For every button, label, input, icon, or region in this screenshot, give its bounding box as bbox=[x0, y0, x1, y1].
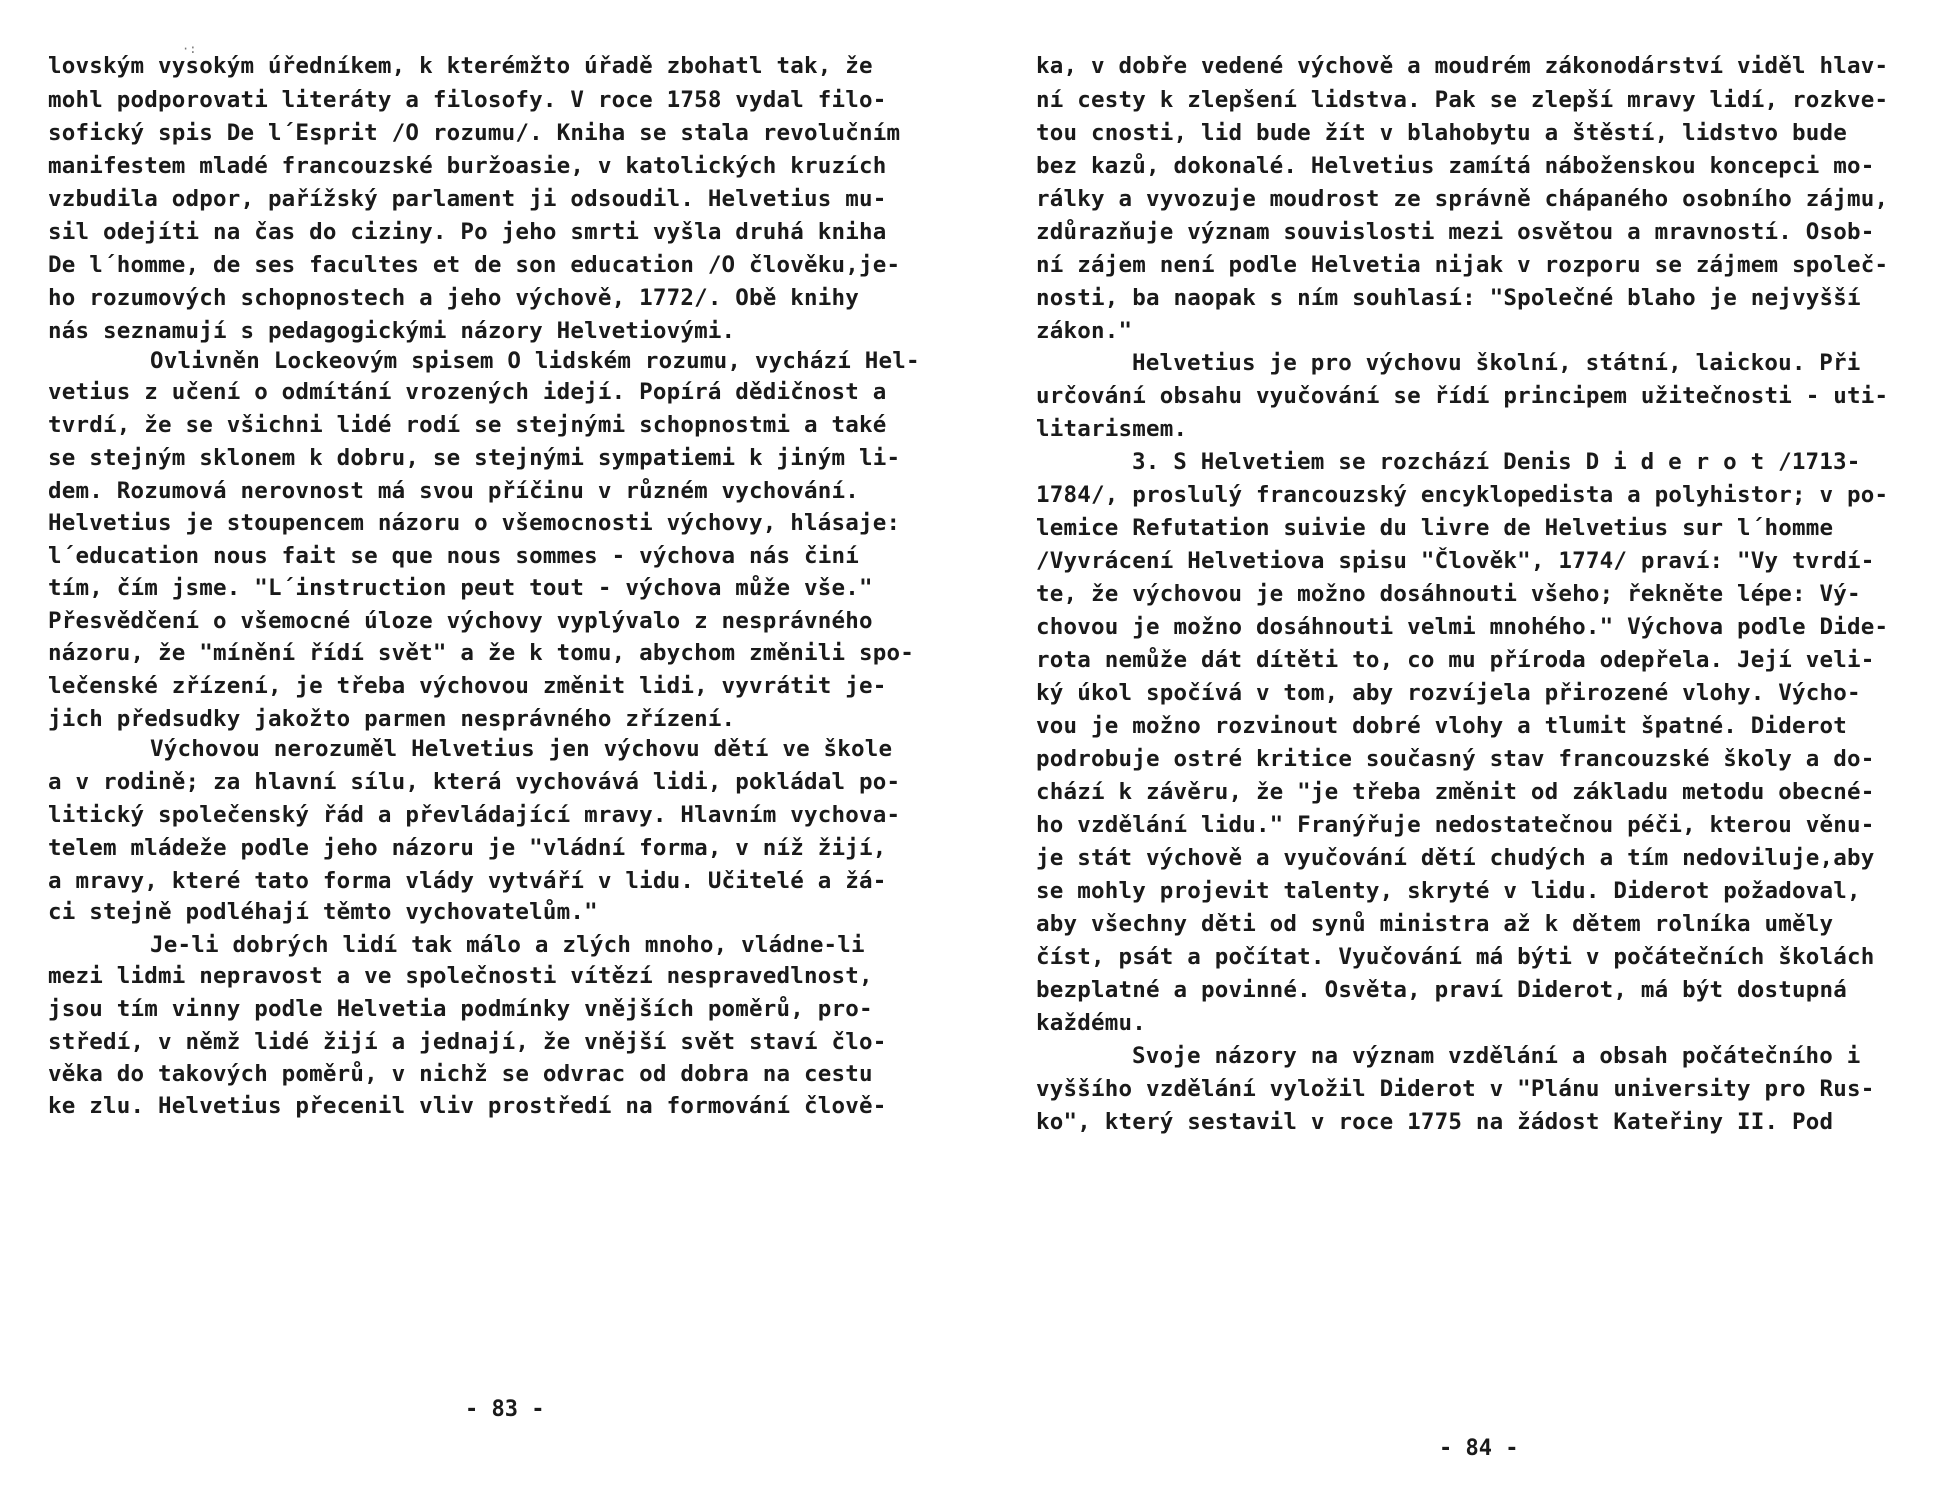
text-line: lečenské zřízení, je třeba výchovou změnit lidi, vyvrátit je- bbox=[48, 673, 887, 699]
text-line: ko", který sestavil v roce 1775 na žádost Kateřiny II. Pod bbox=[1036, 1109, 1834, 1135]
text-line: vetius z učení o odmítání vrozených idejí. Popírá dědičnost a bbox=[48, 379, 887, 405]
text-line: středí, v němž lidé žijí a jednají, že vnější svět staví člo- bbox=[48, 1029, 887, 1055]
text-line: určování obsahu vyučování se řídí principem užitečnosti - uti- bbox=[1036, 383, 1889, 409]
scan-speck: ·: bbox=[182, 42, 197, 56]
text-line: ho rozumových schopnostech a jeho výchově, 1772/. Obě knihy bbox=[48, 285, 860, 311]
text-line: /Vyvrácení Helvetiova spisu "Člověk", 1774/ praví: "Vy tvrdí- bbox=[1036, 548, 1875, 574]
text-line: tvrdí, že se všichni lidé rodí se stejnými schopnostmi a také bbox=[48, 412, 887, 438]
text-line: číst, psát a počítat. Vyučování má býti v počátečních školách bbox=[1036, 944, 1875, 970]
text-line: se stejným sklonem k dobru, se stejnými sympatiemi k jiným li- bbox=[48, 445, 901, 471]
paragraph-first-line: Je-li dobrých lidí tak málo a zlých mnoho, vládne-li bbox=[150, 932, 865, 958]
text-line: každému. bbox=[1036, 1010, 1146, 1036]
text-line: ka, v dobře vedené výchově a moudrém zákonodárství viděl hlav- bbox=[1036, 53, 1889, 79]
text-line: nosti, ba naopak s ním souhlasí: "Společné blaho je nejvyšší bbox=[1036, 285, 1861, 311]
text-line: zdůrazňuje význam souvislosti mezi osvětou a mravností. Osob- bbox=[1036, 219, 1875, 245]
text-line: názoru, že "mínění řídí svět" a že k tomu, abychom změnili spo- bbox=[48, 640, 915, 666]
text-line: telem mládeže podle jeho názoru je "vládní forma, v níž žijí, bbox=[48, 835, 887, 861]
text-line: vyššího vzdělání vyložil Diderot v "Plánu university pro Rus- bbox=[1036, 1076, 1875, 1102]
text-line: litarismem. bbox=[1036, 416, 1188, 442]
text-line: ci stejně podléhají těmto vychovatelům." bbox=[48, 899, 598, 925]
text-line: sil odejíti na čas do ciziny. Po jeho smrti vyšla druhá kniha bbox=[48, 219, 887, 245]
page-number: - 83 - bbox=[465, 1397, 545, 1422]
paragraph-first-line: Svoje názory na význam vzdělání a obsah počátečního i bbox=[1132, 1043, 1861, 1069]
text-line: dem. Rozumová nerovnost má svou příčinu v různém vychování. bbox=[48, 478, 860, 504]
text-line: tou cnosti, lid bude žít v blahobytu a štěstí, lidstvo bude bbox=[1036, 120, 1848, 146]
text-line: chází k závěru, že "je třeba změnit od základu metodu obecné- bbox=[1036, 779, 1875, 805]
text-line: 1784/, proslulý francouzský encyklopedista a polyhistor; v po- bbox=[1036, 482, 1889, 508]
text-line: ke zlu. Helvetius přecenil vliv prostředí na formování člově- bbox=[48, 1093, 887, 1119]
text-line: chovou je možno dosáhnouti velmi mnohého." Výchova podle Dide- bbox=[1036, 614, 1889, 640]
text-line: manifestem mladé francouzské buržoasie, v katolických kruzích bbox=[48, 153, 887, 179]
text-line: vou je možno rozvinout dobré vlohy a tlumit špatné. Diderot bbox=[1036, 713, 1848, 739]
text-line: nás seznamují s pedagogickými názory Helvetiovými. bbox=[48, 318, 736, 344]
text-line: mezi lidmi nepravost a ve společnosti vítězí nespravedlnost, bbox=[48, 963, 873, 989]
paragraph-first-line: 3. S Helvetiem se rozchází Denis D i d e r o t /1713- bbox=[1132, 449, 1861, 475]
text-line: Přesvědčení o všemocné úloze výchovy vyplývalo z nesprávného bbox=[48, 608, 873, 634]
text-line: vzbudila odpor, pařížský parlament ji odsoudil. Helvetius mu- bbox=[48, 186, 887, 212]
text-line: jich předsudky jakožto parmen nesprávného zřízení. bbox=[48, 706, 736, 732]
text-line: litický společenský řád a převládající mravy. Hlavním vychova- bbox=[48, 802, 901, 828]
text-line: bezplatné a povinné. Osvěta, praví Diderot, má být dostupná bbox=[1036, 977, 1848, 1003]
text-line: bez kazů, dokonalé. Helvetius zamítá náboženskou koncepci mo- bbox=[1036, 153, 1875, 179]
text-line: a v rodině; za hlavní sílu, která vychovává lidi, pokládal po- bbox=[48, 769, 901, 795]
text-line: se mohly projevit talenty, skryté v lidu. Diderot požadoval, bbox=[1036, 878, 1861, 904]
text-line: rálky a vyvozuje moudrost ze správně chápaného osobního zájmu, bbox=[1036, 186, 1889, 212]
text-line: věka do takových poměrů, v nichž se odvrac od dobra na cestu bbox=[48, 1061, 873, 1087]
page-number: - 84 - bbox=[1439, 1436, 1519, 1461]
text-line: mohl podporovati literáty a filosofy. V roce 1758 vydal filo- bbox=[48, 87, 887, 113]
text-line: ní cesty k zlepšení lidstva. Pak se zlepší mravy lidí, rozkve- bbox=[1036, 87, 1889, 113]
text-line: De l´homme, de ses facultes et de son education /O člověku,je- bbox=[48, 252, 901, 278]
text-line: sofický spis De l´Esprit /O rozumu/. Kniha se stala revolučním bbox=[48, 120, 901, 146]
text-line: te, že výchovou je možno dosáhnouti všeho; řekněte lépe: Vý- bbox=[1036, 581, 1861, 607]
text-line: je stát výchově a vyučování dětí chudých a tím nedoviluje,aby bbox=[1036, 845, 1875, 871]
text-line: zákon." bbox=[1036, 318, 1133, 344]
paragraph-first-line: Ovlivněn Lockeovým spisem O lidském rozumu, vychází Hel- bbox=[150, 348, 920, 374]
text-line: ho vzdělání lidu." Franýřuje nedostatečnou péči, kterou věnu- bbox=[1036, 812, 1875, 838]
paragraph-first-line: Výchovou nerozuměl Helvetius jen výchovu dětí ve škole bbox=[150, 736, 893, 762]
text-line: podrobuje ostré kritice současný stav francouzské školy a do- bbox=[1036, 746, 1875, 772]
text-line: ní zájem není podle Helvetia nijak v rozporu se zájmem společ- bbox=[1036, 252, 1889, 278]
text-line: ký úkol spočívá v tom, aby rozvíjela přirozené vlohy. Výcho- bbox=[1036, 680, 1861, 706]
text-line: tím, čím jsme. "L´instruction peut tout - výchova může vše." bbox=[48, 575, 873, 601]
text-line: rota nemůže dát dítěti to, co mu příroda odepřela. Její veli- bbox=[1036, 647, 1875, 673]
text-line: lemice Refutation suivie du livre de Helvetius sur l´homme bbox=[1036, 515, 1834, 541]
text-line: l´education nous fait se que nous sommes - výchova nás činí bbox=[48, 543, 860, 569]
text-line: Helvetius je stoupencem názoru o všemocnosti výchovy, hlásaje: bbox=[48, 510, 901, 536]
text-line: a mravy, které tato forma vlády vytváří v lidu. Učitelé a žá- bbox=[48, 868, 887, 894]
text-line: lovským vysokým úředníkem, k kterémžto úřadě zbohatl tak, že bbox=[48, 53, 873, 79]
paragraph-first-line: Helvetius je pro výchovu školní, státní, laickou. Při bbox=[1132, 350, 1861, 376]
text-line: aby všechny děti od synů ministra až k dětem rolníka uměly bbox=[1036, 911, 1834, 937]
text-line: jsou tím vinny podle Helvetia podmínky vnějších poměrů, pro- bbox=[48, 996, 873, 1022]
right-page bbox=[971, 0, 1942, 1500]
